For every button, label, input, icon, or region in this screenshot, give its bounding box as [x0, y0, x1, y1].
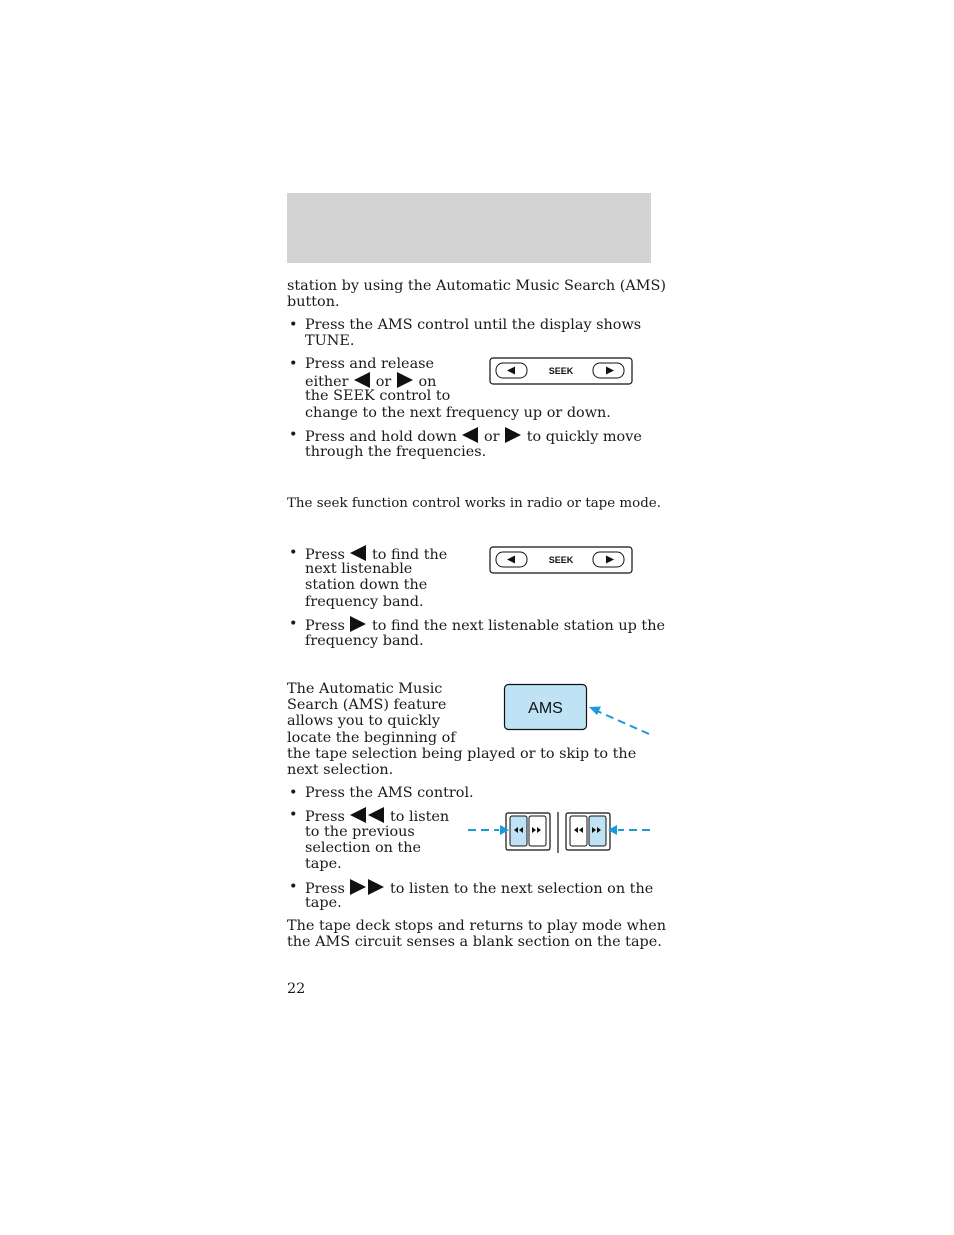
closing-line-1: The tape deck stops and returns to play mode when: [287, 918, 666, 934]
ams-intro-line-3: allows you to quickly: [287, 713, 440, 729]
callout-arrow-icon: [589, 707, 601, 716]
seek-up-line-2: frequency band.: [305, 633, 424, 649]
ams-intro-line-2: Search (AMS) feature: [287, 697, 447, 713]
ff-text-a: Press: [305, 881, 345, 897]
seek-down-line-4: frequency band.: [305, 594, 424, 610]
ams-intro-line-4: locate the beginning of: [287, 730, 456, 746]
bullet-glyph: •: [289, 807, 298, 823]
seek-down-line-3: station down the: [305, 577, 428, 593]
bullet-glyph: •: [289, 317, 298, 333]
ams-label: AMS: [528, 700, 563, 717]
intro-line-2: button.: [287, 294, 340, 310]
bullet-glyph: •: [289, 545, 298, 561]
seek-label: SEEK: [548, 555, 574, 565]
hold-text-b: or: [484, 429, 500, 445]
seek-control-illustration: [489, 357, 634, 385]
hold-bullet-line-1: [305, 427, 642, 445]
rewind-icon: [349, 807, 385, 823]
hold-bullet-line-2: through the frequencies.: [305, 444, 487, 460]
seek-right-icon: [504, 427, 522, 443]
ams-intro-line-5: the tape selection being played or to skip to the: [287, 746, 637, 762]
seek-right-icon: [396, 372, 414, 388]
seek-right-icon: [349, 616, 367, 632]
seek-left-icon: [353, 372, 371, 388]
seek-up-text-a: Press: [305, 618, 345, 634]
ff-line-2: tape.: [305, 895, 342, 911]
bullet-glyph: •: [289, 616, 298, 632]
bullet-glyph: •: [289, 879, 298, 895]
seek-note: The seek function control works in radio or tape mode.: [287, 496, 661, 511]
ams-intro-line-6: next selection.: [287, 762, 394, 778]
seek-up-line-1: [305, 616, 665, 634]
seek-control-illustration: [489, 546, 634, 574]
release-or: or: [375, 374, 392, 390]
ams-intro-line-1: The Automatic Music: [287, 681, 443, 697]
tune-bullet-line-1: Press the AMS control until the display shows: [305, 317, 642, 333]
hold-text-c: to quickly move: [526, 429, 642, 445]
intro-line-1: station by using the Automatic Music Search (AMS): [287, 278, 666, 294]
ff-line-1: [305, 879, 653, 897]
tape-buttons-illustration: [466, 810, 652, 855]
release-bullet-line-4: change to the next frequency up or down.: [305, 405, 611, 421]
bullet-glyph: •: [289, 785, 298, 801]
ams-button-illustration: [503, 683, 653, 739]
rew-line-1: [305, 807, 449, 825]
seek-down-text-a: Press: [305, 547, 345, 563]
fast-forward-icon: [349, 879, 385, 895]
release-bullet-line-1: Press and release: [305, 356, 435, 372]
page-number: 22: [287, 981, 306, 997]
seek-label: SEEK: [548, 366, 574, 376]
seek-up-text-b: to find the next listenable station up the: [372, 618, 665, 634]
release-bullet-line-3: the SEEK control to: [305, 388, 451, 404]
bullet-glyph: •: [289, 356, 298, 372]
ff-text-b: to listen to the next selection on the: [390, 881, 654, 897]
tune-bullet-line-2: TUNE.: [305, 333, 355, 349]
release-on: on: [418, 374, 437, 390]
release-either: either: [305, 374, 349, 390]
section-header-bar: [287, 193, 651, 263]
rew-text-a: Press: [305, 809, 345, 825]
rew-line-2: to the previous: [305, 824, 415, 840]
seek-left-icon: [349, 545, 367, 561]
bullet-glyph: •: [289, 427, 298, 443]
hold-text-a: Press and hold down: [305, 429, 457, 445]
ams-press-bullet: Press the AMS control.: [305, 785, 474, 801]
rew-text-b: to listen: [390, 809, 450, 825]
rew-line-4: tape.: [305, 856, 342, 872]
seek-down-line-2: next listenable: [305, 561, 413, 577]
seek-down-text-b: to find the: [372, 547, 448, 563]
seek-left-icon: [461, 427, 479, 443]
rew-line-3: selection on the: [305, 840, 422, 856]
closing-line-2: the AMS circuit senses a blank section on the tape.: [287, 934, 662, 950]
